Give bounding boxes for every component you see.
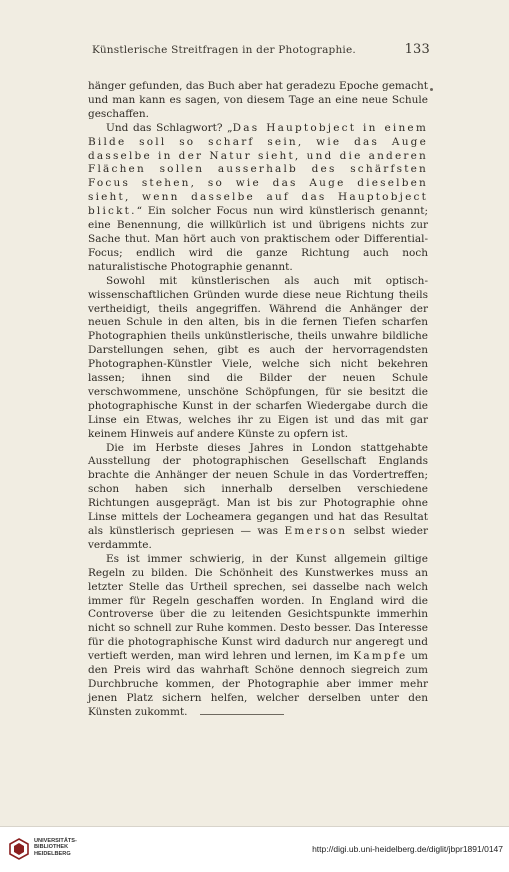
institution-line-1: UNIVERSITÄTS- — [34, 838, 77, 844]
paragraph-4-start: Die im Herbste dieses Jahres in London stattgehabte Ausstellung der photographischen Gesellschaft Englands brachte die Anhänger der neuen Schule in das Vordertreffen; schon haben sich innerhalb derselben verschiedene Richtungen ausgeprägt. Man ist bis zur Photographie ohne Linse mittels der Locheamera gegangen und hat das Resultat als künstlerisch gepriesen — was — [88, 441, 428, 537]
paragraph-3: Sowohl mit künstlerischen als auch mit optisch-wissenschaftlichen Gründen wurde diese neue Richtung theils vertheidigt, theils angegriffen. Während die Anhänger der neuen Schule in den alten, bis in die fernen Tiefen scharfen Photographien theils unkünstlerische, theils unwahre bildliche Darstellungen sehen, gibt es auch der hervorragendsten Photographen-Künstler Viele, welche sich nicht bekehren lassen; ihnen sind die Bilder der neuen Schule verschwommene, unschöne Schöpfungen, für sie besitzt die photographische Kunst in der scharfen Wiedergabe durch die Linse ein Etwas, welches ihr zu Eigen ist und das mit gar keinem Hinweis auf andere Künste zu opfern ist. — [88, 274, 428, 440]
paragraph-5-start: Es ist immer schwierig, in der Kunst allgemein giltige Regeln zu bilden. Die Schönheit des Kunstwerkes muss an letzter Stelle das Urtheil sprechen, sei dasselbe nach welch immer für Regeln geschaffen worden. In England wird die Controverse über die zu leitenden Gesichtspunkte immerhin nicht so schnell zur Ruhe kommen. Desto besser. Das Interesse für die photographische Kunst wird dadurch nur angeregt und vertieft werden, man wird lehren und lernen, im — [88, 552, 428, 663]
margin-mark — [430, 88, 433, 91]
paragraph-4-name: Emerson — [284, 525, 348, 537]
paragraph-5-emph: Kampfe — [353, 650, 408, 663]
institution-line-3: HEIDELBERG — [34, 850, 71, 857]
paragraph-2-quote: Das Hauptobject in einem Bilde soll so scharf sein, wie das Auge dasselbe in der Natur sieht, und die anderen Flächen sollen ausserhalb des schärfsten Focus stehen, so wie das Auge dieselben sieht, wenn dasselbe auf das Hauptobject blickt. — [88, 121, 428, 218]
institution-name — [34, 838, 77, 857]
digitization-footer — [0, 826, 509, 872]
paragraph-2 — [88, 122, 428, 275]
paragraph-1: hänger gefunden, das Buch aber hat geradezu Epoche gemacht und man kann es sagen, von diesem Tage an eine neue Schule geschaffen. — [88, 80, 428, 120]
source-url-link[interactable]: http://digi.ub.uni-heidelberg.de/diglit/jbpr1891/0147 — [312, 844, 503, 854]
paragraph-5-end: um den Preis wird das wahrhaft Schöne dennoch siegreich zum Durchbruche kommen, der Photographie aber immer mehr jenen Platz sichern helfen, welcher derselben unter den Künsten zukommt. — [88, 650, 428, 718]
paragraph-5 — [88, 553, 428, 720]
paragraph-2-rest: “ Ein solcher Focus nun wird künstlerisch genannt; eine Benennung, die willkürlich ist und übrigens nichts zur Sache thut. Man hört auch von praktischem oder Differential-Focus; endlich wird die ganze Richtung auch noch naturalistische Photographie genannt. — [88, 205, 428, 273]
university-library-logo-icon — [8, 837, 30, 861]
paragraph-4 — [88, 442, 428, 553]
body-text — [88, 80, 428, 720]
institution-line-2: BIBLIOTHEK — [34, 844, 69, 851]
running-title: Künstlerische Streitfragen in der Photographie. — [92, 44, 356, 56]
section-divider — [200, 714, 284, 715]
paragraph-4-end: selbst wieder verdammte. — [88, 525, 429, 551]
paragraph-2-intro: Und das Schlagwort? „ — [106, 121, 233, 134]
page-number: 133 — [404, 42, 430, 57]
